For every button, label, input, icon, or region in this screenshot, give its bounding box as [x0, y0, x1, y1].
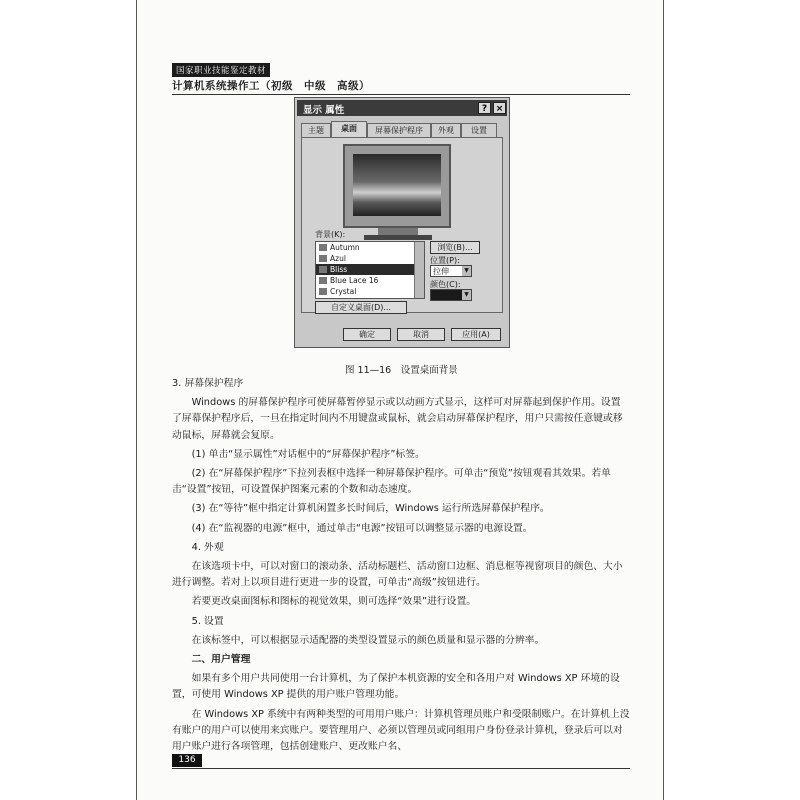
wallpaper-preview	[353, 154, 441, 216]
chevron-down-icon: ▼	[462, 266, 471, 276]
paragraph: 在 Windows XP 系统中有两种类型的可用用户账户：计算机管理员账户和受限制账户。在计算机上没有账户的用户可以使用来宾账户。要管理用户、必须以管理员或同组用户身份登录计算机，登录后可以对用户账户进行各项管理，包括创建账户、更改账户名、	[172, 708, 630, 753]
close-icon[interactable]: ×	[493, 102, 506, 114]
image-icon	[319, 244, 327, 251]
dialog-titlebar	[297, 100, 507, 116]
page-number: 136	[172, 754, 202, 767]
chapter-section-heading: 二、用户管理	[191, 654, 251, 666]
color-label: 颜色(C):	[430, 280, 461, 289]
position-select[interactable]	[430, 265, 472, 277]
list-scrollbar[interactable]	[414, 242, 424, 298]
list-item[interactable]: Autumn	[316, 242, 424, 253]
tab-desktop[interactable]: 桌面	[331, 121, 367, 137]
customize-desktop-button[interactable]: 自定义桌面(D)...	[315, 301, 407, 314]
monitor-base	[364, 235, 432, 240]
background-label: 背景(K):	[315, 230, 346, 239]
section-heading: 4. 外观	[191, 541, 224, 553]
list-item[interactable]: Blue Lace 16	[316, 275, 424, 286]
paragraph: Windows 的屏幕保护程序可使屏幕暂停显示或以动画方式显示，这样可对屏幕起到保护作用。设置了屏幕保护程序后，一旦在指定时间内不用键盘或鼠标，就会启动屏幕保护程序，用户只需按任意键或移动鼠标，屏幕就会复原。	[172, 397, 623, 441]
paragraph: 若要更改桌面图标和图标的视觉效果，则可选择“效果”进行设置。	[191, 596, 477, 608]
color-picker[interactable]	[430, 289, 472, 301]
paragraph: (3) 在“等待”框中指定计算机闲置多长时间后，Windows 运行所选屏幕保护程序。	[191, 503, 550, 515]
image-icon	[319, 277, 327, 284]
paragraph: 在该标签中，可以根据显示适配器的类型设置显示的颜色质量和显示器的分辨率。	[191, 634, 545, 646]
image-icon	[319, 255, 327, 262]
browse-button[interactable]: 浏览(B)...	[430, 241, 480, 254]
paragraph: 在该选项卡中，可以对窗口的滚动条、活动标题栏、活动窗口边框、消息框等视窗项目的颜色、大小进行调整。若对上以项目进行更进一步的设置，可单击“高级”按钮进行。	[172, 561, 623, 589]
header-rule	[172, 94, 630, 95]
paragraph: 如果有多个用户共同使用一台计算机，为了保护本机资源的安全和各用户对 Windows XP 环境的设置，可使用 Windows XP 提供的用户账户管理功能。	[172, 673, 620, 701]
figure-caption: 图 11—16 设置桌面背景	[345, 365, 458, 376]
position-label: 位置(P):	[430, 256, 460, 265]
ok-button[interactable]: 确定	[343, 328, 391, 341]
display-properties-dialog	[294, 97, 510, 348]
list-item[interactable]: Azul	[316, 253, 424, 264]
series-label: 国家职业技能鉴定教材	[172, 63, 270, 77]
tab-appearance[interactable]: 外观	[431, 123, 461, 137]
paragraph: (1) 单击“显示属性”对话框中的“屏幕保护程序”标签。	[191, 448, 425, 460]
footer-rule	[172, 768, 630, 769]
desktop-tab-panel	[301, 137, 503, 313]
paragraph: (4) 在“监视器的电源”框中，通过单击“电源”按钮可以调整显示器的电源设置。	[191, 522, 533, 534]
dialog-title: 显示 属性	[303, 105, 345, 116]
tab-settings[interactable]: 设置	[461, 123, 497, 137]
tab-screensaver[interactable]: 屏幕保护程序	[367, 123, 431, 137]
book-title: 计算机系统操作工（初级 中级 高级）	[172, 80, 370, 92]
monitor-preview	[343, 144, 451, 228]
image-icon	[319, 288, 327, 295]
cancel-button[interactable]: 取消	[397, 328, 445, 341]
list-item[interactable]: Crystal	[316, 286, 424, 297]
position-value: 拉伸	[433, 267, 449, 276]
paragraph: (2) 在“屏幕保护程序”下拉列表框中选择一种屏幕保护程序。可单击“预览”按钮观看其效果。若单击“设置”按钮，可设置保护图案元素的个数和动态速度。	[172, 468, 611, 496]
apply-button[interactable]: 应用(A)	[451, 328, 501, 341]
section-heading: 3. 屏幕保护程序	[172, 378, 244, 389]
chevron-down-icon: ▼	[462, 290, 471, 300]
list-item-selected[interactable]: Bliss	[316, 264, 424, 275]
help-icon[interactable]: ?	[478, 102, 491, 114]
image-icon	[319, 266, 327, 273]
tab-themes[interactable]: 主题	[301, 123, 331, 137]
background-list[interactable]	[315, 241, 425, 299]
body-text	[172, 376, 630, 758]
section-heading: 5. 设置	[191, 615, 224, 627]
